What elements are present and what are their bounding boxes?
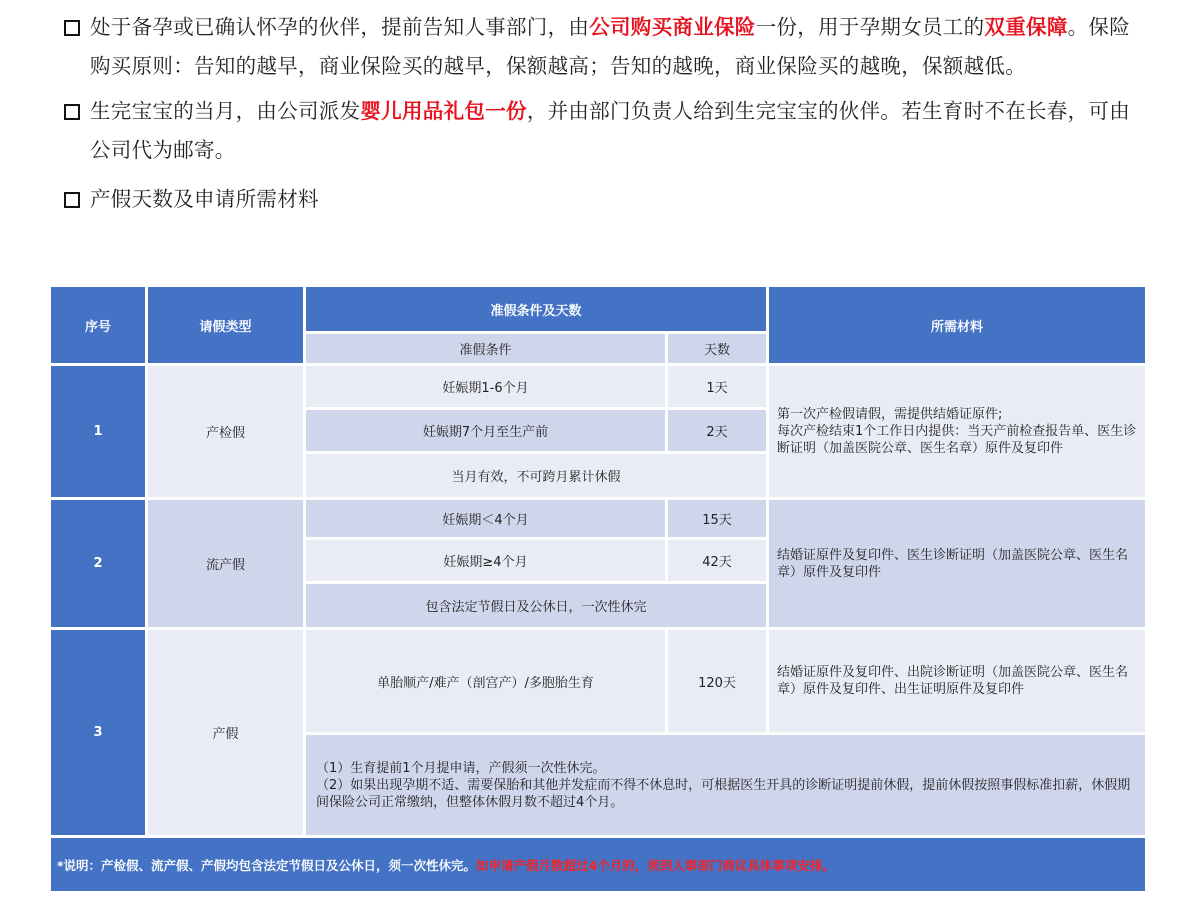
bullet-text: ，并由部门负责人给到生完宝宝的伙伴。若生育时不在长春，可由公司代为邮寄。 bbox=[90, 99, 1131, 162]
days-cell: 42天 bbox=[668, 540, 766, 581]
row-type: 流产假 bbox=[148, 500, 303, 627]
condition-cell: 妊娠期7个月至生产前 bbox=[306, 410, 665, 451]
days-cell: 120天 bbox=[668, 630, 766, 732]
maternity-leave-table bbox=[48, 284, 1148, 894]
highlight-text: 双重保障 bbox=[984, 15, 1068, 39]
row-seq: 3 bbox=[51, 630, 145, 835]
row-type: 产假 bbox=[148, 630, 303, 835]
bullet-text: 。保险购买原则：告知的越早，商业保险买的越早，保额越高；告知的越晚，商业保险买的越晚，保额越低。 bbox=[90, 15, 1131, 78]
header-materials: 所需材料 bbox=[769, 287, 1145, 363]
materials-cell: 结婚证原件及复印件、医生诊断证明（加盖医院公章、医生名章）原件及复印件 bbox=[769, 500, 1145, 627]
benefit-bullets bbox=[62, 8, 1142, 219]
header-seq: 序号 bbox=[51, 287, 145, 363]
materials-cell: 第一次产检假请假，需提供结婚证原件; 每次产检结束1个工作日内提供：当天产前检查报告单、医生诊断证明（加盖医院公章、医生名章）原件及复印件 bbox=[769, 366, 1145, 497]
row-seq: 1 bbox=[51, 366, 145, 497]
condition-note: 当月有效，不可跨月累计休假 bbox=[306, 454, 766, 497]
header-condition: 准假条件 bbox=[306, 334, 665, 363]
bullet-text: 生完宝宝的当月，由公司派发 bbox=[90, 99, 361, 123]
days-cell: 2天 bbox=[668, 410, 766, 451]
footer-warning: 如申请产假月数超过4个月的，须到人事部门商议具体事项安排。 bbox=[476, 857, 835, 873]
checkbox-bullet-icon bbox=[64, 192, 80, 208]
condition-cell: 妊娠期≥4个月 bbox=[306, 540, 665, 581]
row-type: 产检假 bbox=[148, 366, 303, 497]
checkbox-bullet-icon bbox=[64, 104, 80, 120]
condition-cell: 妊娠期1-6个月 bbox=[306, 366, 665, 407]
bullet-section-title bbox=[62, 180, 1142, 219]
header-condition-group: 准假条件及天数 bbox=[306, 287, 766, 331]
footer-note: *说明：产检假、流产假、产假均包含法定节假日及公休日，须一次性休完。 bbox=[57, 857, 477, 873]
condition-cell: 妊娠期＜4个月 bbox=[306, 500, 665, 537]
maternity-notes: （1）生育提前1个月提申请，产假须一次性休完。 （2）如果出现孕期不适、需要保胎和其他并发症而不得不休息时，可根据医生开具的诊断证明提前休假，提前休假按照事假标准扣薪，休假期间保险公司正常缴纳，但整体休假月数不超过4个月。 bbox=[306, 735, 1145, 835]
header-days: 天数 bbox=[668, 334, 766, 363]
section-title: 产假天数及申请所需材料 bbox=[90, 187, 319, 211]
bullet-text: 一份，用于孕期女员工的 bbox=[755, 15, 985, 39]
bullet-insurance bbox=[62, 8, 1142, 86]
table-footer bbox=[51, 838, 1145, 891]
bullet-baby-gift bbox=[62, 92, 1142, 170]
checkbox-bullet-icon bbox=[64, 20, 80, 36]
header-type: 请假类型 bbox=[148, 287, 303, 363]
materials-cell: 结婚证原件及复印件、出院诊断证明（加盖医院公章、医生名章）原件及复印件、出生证明原件及复印件 bbox=[769, 630, 1145, 732]
highlight-text: 婴儿用品礼包一份 bbox=[360, 99, 527, 123]
days-cell: 1天 bbox=[668, 366, 766, 407]
days-cell: 15天 bbox=[668, 500, 766, 537]
condition-note: 包含法定节假日及公休日，一次性休完 bbox=[306, 584, 766, 627]
bullet-text: 处于备孕或已确认怀孕的伙伴，提前告知人事部门，由 bbox=[90, 15, 590, 39]
row-seq: 2 bbox=[51, 500, 145, 627]
highlight-text: 公司购买商业保险 bbox=[589, 15, 756, 39]
condition-cell: 单胎顺产/难产（剖宫产）/多胞胎生育 bbox=[306, 630, 665, 732]
